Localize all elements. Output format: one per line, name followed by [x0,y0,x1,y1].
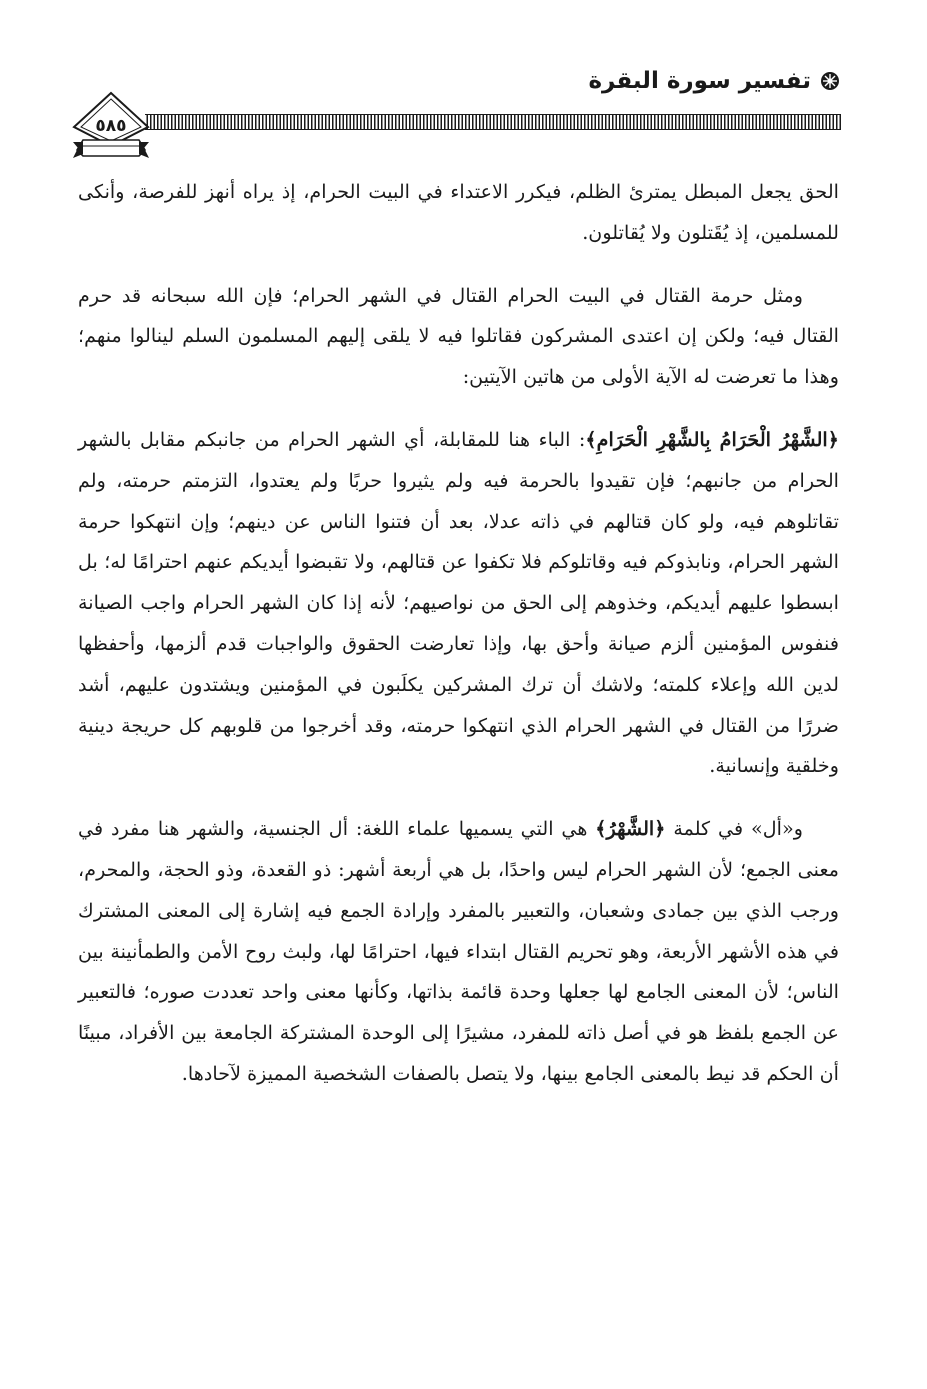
header-rule [145,114,841,130]
paragraph-4 [78,809,839,1095]
ornament-icon [819,70,841,92]
paragraph-text: ومثل حرمة القتال في البيت الحرام القتال في الشهر الحرام؛ فإن الله سبحانه قد حرم القتال فيه؛ ولكن إن اعتدى المشركون فقاتلوا فيه لا يلقى إليهم المسلمون السلم لينالوا منهم؛ وهذا ما تعرضت له الآية الأولى من هاتين الآيتين: [78,283,839,389]
body-text [78,172,839,1117]
running-title-text: تفسير سورة البقرة [588,68,811,94]
paragraph-2 [78,276,839,398]
paragraph-text: هي التي يسميها علماء اللغة: أل الجنسية، والشهر هنا مفرد في معنى الجمع؛ لأن الشهر الحرام ليس واحدًا، بل هي أربعة أشهر: ذو القعدة، وذو الحجة، والمحرم، ورجب الذي بين جمادى وشعبان، والتعبير بالمفرد وإرادة الجمع فيه إشارة إلى المعنى المشترك في هذه الأشهر الأربعة، وهو تحريم القتال ابتداء فيها، احترامًا لها، ولبث روح الأمن والطمأنينة بين الناس؛ لأن المعنى الجامع لها جعلها وحدة قائمة بذاتها، وكأنها معنى واحد تعددت صوره؛ فالتعبير عن الجمع بلفظ هو في أصل ذاته للمفرد، مشيرًا إلى الوحدة المشتركة الجامعة بين الأفراد، مبينًا أن الحكم قد نيط بالمعنى الجامع بينها، ولا يتصل بالصفات الشخصية المميزة لآحادها. [78,817,839,1085]
paragraph-text: الحق يجعل المبطل يمترئ الظلم، فيكرر الاعتداء في البيت الحرام، إذ يراه أنهز للفرصة، وأنكى للمسلمين، إذ يُقَتلون ولا يُقاتلون. [78,180,839,244]
quran-word: ﴿الشَّهْرُ﴾ [595,817,666,841]
page-header [75,60,841,170]
running-title [588,68,841,94]
paragraph-1 [78,172,839,254]
paragraph-lead: و«أل» في كلمة [673,817,803,841]
paragraph-text: : الباء هنا للمقابلة، أي الشهر الحرام من جانبكم مقابل بالشهر الحرام من جانبهم؛ فإن تقيدوا بالحرمة فيه ولم يثيروا حربًا ولم يعتدوا، التزمتم حرمته، ولم تقاتلوهم فيه، ولو كان قتالهم في ذاته عدلا، بعد أن فتنوا الناس عن دينهم؛ وإن انتهكوا حرمة الشهر الحرام، ونابذوكم فيه وقاتلوكم فلا تكفوا عن قتالهم، ولا تقبضوا أيديكم عنهم احترامًا له؛ بل ابسطوا عليهم أيديكم، وخذوهم إلى الحق من نواصيهم؛ لأنه إذا كان الشهر الحرام واجب الصيانة فنفوس المؤمنين ألزم صيانة وأحق بها، وإذا تعارضت الحقوق والواجبات قدم ألزمها، وأحفظها لدين الله وإعلاء كلمته؛ ولاشك أن ترك المشركين يكلَبون في المؤمنين ويشتدون عليهم، أشد ضررًا من القتال في الشهر الحرام الذي انتهكوا حرمته، وقد أخرجوا من قلوبهم كل حريجة دينية وخلقية وإنسانية. [78,427,839,778]
quran-verse: ﴿الشَّهْرُ الْحَرَامُ بِالشَّهْرِ الْحَرَامِ﴾ [585,427,839,451]
page-number: ٥٨٥ [95,116,127,136]
page-number-badge [69,90,153,166]
paragraph-3 [78,420,839,787]
